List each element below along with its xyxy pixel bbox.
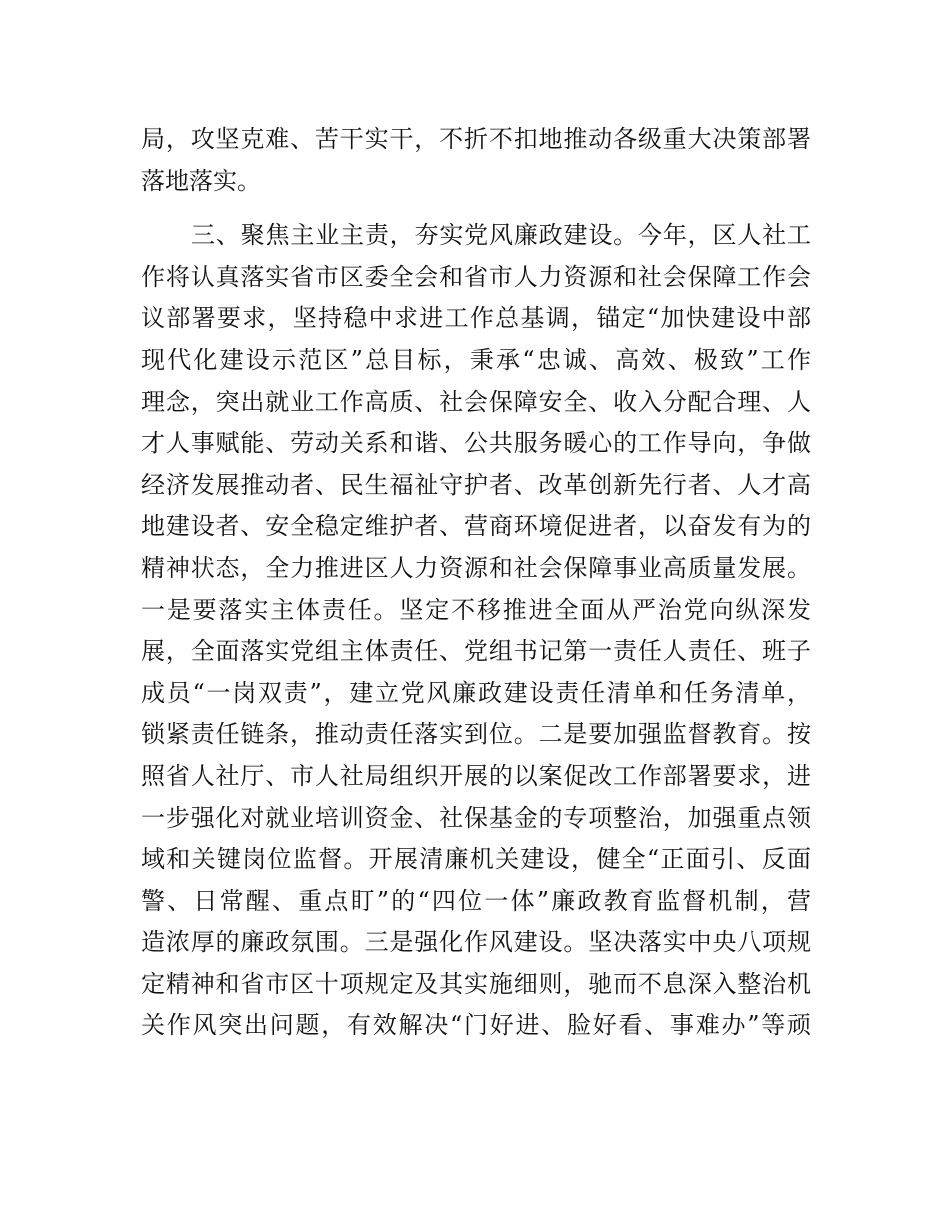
- text-line: 一是要落实主体责任。坚定不移推进全面从严治党向纵深发: [141, 595, 811, 624]
- text-line: 局，攻坚克难、苦干实干，不折不扣地推动各级重大决策部署: [141, 125, 811, 153]
- document-body: [141, 119, 811, 1047]
- text-line: 精神状态，全力推进区人力资源和社会保障事业高质量发展。: [141, 553, 811, 582]
- text-line: 展，全面落实党组主体责任、党组书记第一责任人责任、班子: [141, 637, 811, 666]
- text-line: 警、日常醒、重点盯”的“四位一体”廉政教育监督机制，营: [141, 886, 811, 915]
- text-line: 落地落实。: [141, 166, 261, 195]
- text-line: 定精神和省市区十项规定及其实施细则，驰而不息深入整治机: [141, 969, 811, 998]
- text-line: 成员“一岗双责”，建立党风廉政建设责任清单和任务清单，: [141, 678, 811, 707]
- text-line: 三、聚焦主业主责，夯实党风廉政建设。今年，区人社工: [191, 221, 811, 250]
- text-line: 一步强化对就业培训资金、社保基金的专项整治，加强重点领: [141, 803, 811, 832]
- text-line: 造浓厚的廉政氛围。三是强化作风建设。坚决落实中央八项规: [141, 928, 811, 957]
- text-line: 经济发展推动者、民生福祉守护者、改革创新先行者、人才高: [141, 470, 811, 499]
- text-line: 照省人社厅、市人社局组织开展的以案促改工作部署要求，进: [141, 761, 811, 790]
- text-line: 地建设者、安全稳定维护者、营商环境促进者，以奋发有为的: [141, 512, 811, 541]
- text-line: 议部署要求，坚持稳中求进工作总基调，锚定“加快建设中部: [141, 304, 811, 333]
- text-line: 才人事赋能、劳动关系和谐、公共服务暖心的工作导向，争做: [141, 429, 811, 458]
- text-line: 现代化建设示范区”总目标，秉承“忠诚、高效、极致”工作: [141, 345, 811, 374]
- paragraph-spacing: [141, 202, 811, 215]
- paragraph-section-three: [141, 215, 811, 1047]
- text-line: 域和关键岗位监督。开展清廉机关建设，健全“正面引、反面: [141, 845, 811, 874]
- paragraph-continued: [141, 119, 811, 202]
- text-line: 锁紧责任链条，推动责任落实到位。二是要加强监督教育。按: [141, 720, 811, 749]
- text-line: 作将认真落实省市区委全会和省市人力资源和社会保障工作会: [141, 262, 811, 291]
- text-line: 关作风突出问题，有效解决“门好进、脸好看、事难办”等顽: [141, 1011, 811, 1040]
- text-line: 理念，突出就业工作高质、社会保障安全、收入分配合理、人: [141, 387, 811, 416]
